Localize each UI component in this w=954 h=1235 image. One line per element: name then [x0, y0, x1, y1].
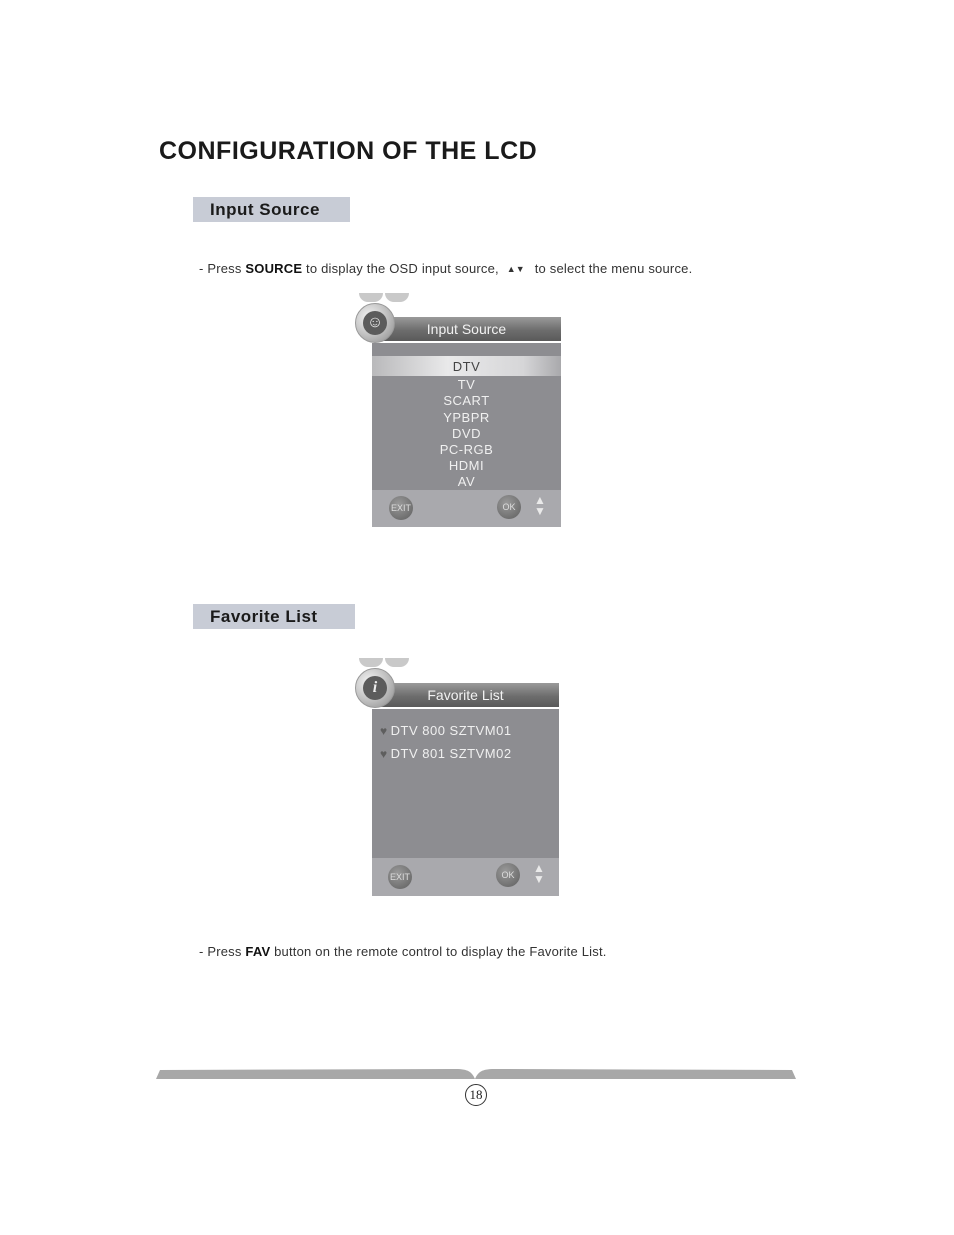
input-source-heading: Input Source: [193, 197, 350, 222]
favorite-list-osd: [355, 658, 565, 898]
input-source-osd-title: Input Source: [372, 317, 561, 341]
instruction-prefix: - Press: [199, 261, 246, 276]
favorite-list-heading: Favorite List: [193, 604, 355, 629]
up-down-nav-icon: ▲ ▼: [533, 861, 545, 886]
ok-button[interactable]: OK: [497, 495, 521, 519]
source-item-dtv[interactable]: DTV: [452, 359, 481, 374]
favorite-list-osd-title: Favorite List: [372, 683, 559, 707]
favorite-channel-label: DTV 801 SZTVM02: [390, 746, 512, 761]
info-icon: i: [363, 676, 387, 700]
input-source-osd: [355, 293, 565, 529]
osd-top-tabs: [359, 658, 411, 668]
source-item-ypbpr[interactable]: YPBPR: [443, 410, 490, 425]
favorite-channel-label: DTV 800 SZTVM01: [390, 723, 512, 738]
favorite-list-osd-footer: [372, 858, 559, 896]
source-connector-icon: ☺: [363, 311, 387, 335]
up-down-nav-icon: ▲ ▼: [534, 493, 546, 518]
input-source-instruction: [199, 261, 692, 276]
source-item-scart[interactable]: SCART: [443, 393, 490, 408]
instruction-prefix: - Press: [199, 944, 246, 959]
ok-button[interactable]: OK: [496, 863, 520, 887]
favorite-channel-list: [372, 709, 559, 858]
input-source-badge-icon: [355, 303, 395, 343]
fav-key-label: FAV: [245, 944, 271, 959]
favorite-channel-item[interactable]: [380, 746, 512, 761]
source-item-av[interactable]: AV: [457, 474, 476, 489]
instruction-suffix: to select the menu source.: [530, 261, 693, 276]
footer-divider-bar: [156, 1066, 796, 1080]
page-number: 18: [465, 1084, 487, 1106]
input-source-osd-footer: [372, 490, 561, 527]
source-item-pc-rgb[interactable]: PC-RGB: [439, 442, 494, 457]
exit-button[interactable]: EXIT: [388, 865, 412, 889]
heart-icon: ♥: [380, 747, 388, 761]
source-item-hdmi[interactable]: HDMI: [448, 458, 485, 473]
favorite-channel-item[interactable]: [380, 723, 512, 738]
input-source-list: [372, 343, 561, 490]
source-key-label: SOURCE: [245, 261, 303, 276]
up-down-arrows-icon: ▲▼: [506, 264, 525, 274]
favorite-info-badge-icon: [355, 668, 395, 708]
favorite-list-instruction: [199, 944, 607, 959]
heart-icon: ♥: [380, 724, 388, 738]
source-item-dvd[interactable]: DVD: [452, 426, 481, 441]
instruction-middle: to display the OSD input source,: [302, 261, 503, 276]
page-title: CONFIGURATION OF THE LCD: [159, 137, 538, 165]
instruction-suffix: button on the remote control to display the Favorite List.: [270, 944, 607, 959]
osd-top-tabs: [359, 293, 411, 303]
source-item-tv[interactable]: TV: [457, 377, 476, 392]
exit-button[interactable]: EXIT: [389, 496, 413, 520]
